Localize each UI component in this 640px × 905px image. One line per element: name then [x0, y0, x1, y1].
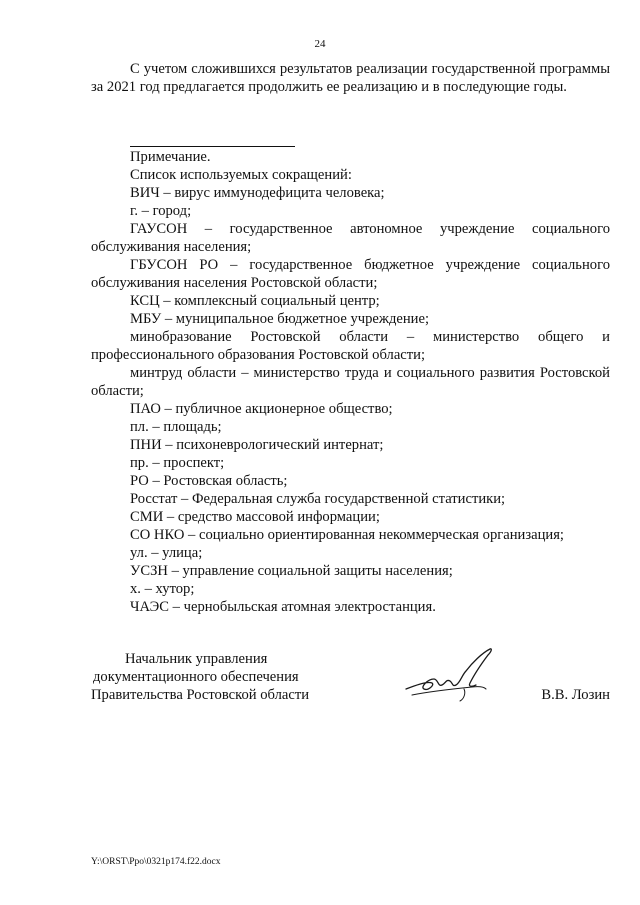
abbreviation-item: ул. – улица;: [130, 545, 203, 561]
abbreviation-item: х. – хутор;: [130, 581, 195, 597]
abbreviation-item: ПАО – публичное акционерное общество;: [130, 401, 393, 417]
footnote-divider: [130, 146, 295, 147]
signer-name: В.В. Лозин: [541, 687, 610, 703]
page-number: 24: [314, 38, 326, 50]
abbreviation-item: Росстат – Федеральная служба государственной статистики;: [130, 491, 506, 507]
abbreviation-item: г. – город;: [130, 203, 192, 219]
abbreviation-item: пр. – проспект;: [130, 455, 225, 471]
abbreviation-item: минобразование Ростовской области – министерство общего и профессионального образования Ростовской области;: [91, 329, 610, 363]
abbreviation-item: КСЦ – комплексный социальный центр;: [130, 293, 380, 309]
abbreviation-item: ПНИ – психоневрологический интернат;: [130, 437, 384, 453]
abbreviation-item: ГБУСОН РО – государственное бюджетное учреждение социального обслуживания населения Ростовской области;: [91, 257, 610, 291]
abbreviation-item: ВИЧ – вирус иммунодефицита человека;: [130, 185, 385, 201]
intro-paragraph: С учетом сложившихся результатов реализации государственной программы за 2021 год предлагается продолжить ее реализацию и в последующие годы.: [91, 61, 610, 95]
abbreviation-item: РО – Ростовская область;: [130, 473, 288, 489]
handwritten-signature-icon: [402, 645, 502, 707]
abbreviation-item: МБУ – муниципальное бюджетное учреждение;: [130, 311, 430, 327]
notes-section: [91, 148, 610, 616]
abbreviation-item: ЧАЭС – чернобыльская атомная электростанция.: [130, 599, 436, 615]
notes-heading: Примечание.: [130, 149, 211, 165]
abbreviation-item: СМИ – средство массовой информации;: [130, 509, 380, 525]
abbreviation-item: пл. – площадь;: [130, 419, 222, 435]
abbreviation-item: СО НКО – социально ориентированная некоммерческая организация;: [130, 527, 564, 543]
signatory-title-line: Начальник управления: [125, 651, 268, 667]
abbreviation-item: минтруд области – министерство труда и социального развития Ростовской области;: [91, 365, 610, 399]
abbreviation-item: ГАУСОН – государственное автономное учреждение социального обслуживания населения;: [91, 221, 610, 255]
intro-section: [91, 60, 610, 96]
file-path-footer: Y:\ORST\Ppo\0321p174.f22.docx: [91, 857, 221, 867]
signatory-title-line: Правительства Ростовской области: [91, 687, 310, 703]
signatory-title-line: документационного обеспечения: [93, 669, 299, 685]
abbreviation-item: УСЗН – управление социальной защиты населения;: [130, 563, 453, 579]
abbreviations-title: Список используемых сокращений:: [130, 167, 352, 183]
signatory-title: [91, 650, 310, 704]
